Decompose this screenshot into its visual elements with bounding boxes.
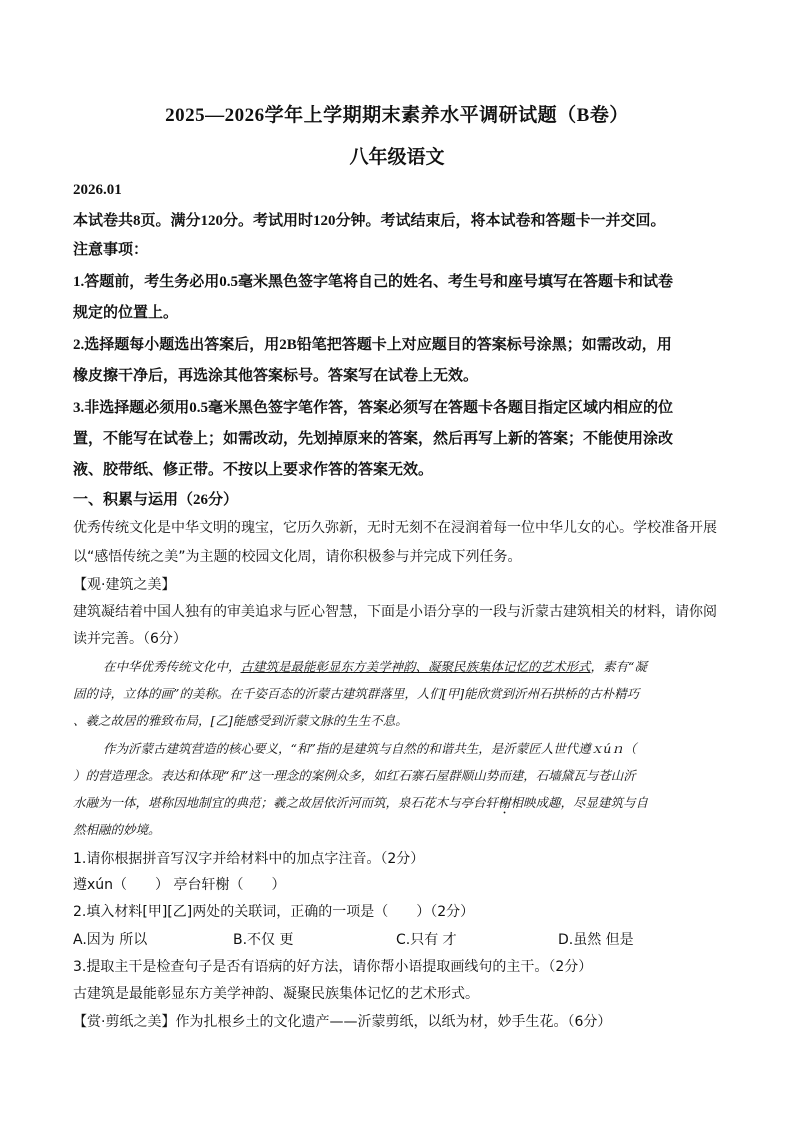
material-p2-line-3: [73, 793, 723, 817]
section-1-intro-line-2: 以“感悟传统之美”为主题的校园文化周，请你积极参与并完成下列任务。: [73, 549, 522, 565]
question-3: 3.提取主干是检查句子是否有语病的好方法，请你帮小语提取画线句的主干。（2分）: [73, 959, 593, 975]
option-a: A.因为 所以: [73, 932, 148, 948]
notice-2-line-2: 橡皮擦干净后，再选涂其他答案标号。答案写在试卷上无效。: [73, 368, 479, 384]
notice-3-line-1: 3.非选择题必须用0.5毫米黑色签字笔作答，答案必须写在答题卡各题目指定区域内相应的位: [73, 400, 674, 416]
section-1-intro-line-1: 优秀传统文化是中华文明的瑰宝，它历久弥新，无时无刻不在浸润着每一位中华儿女的心。学校准备开展: [73, 520, 717, 536]
material-text: 水融为一体，堪称因地制宜的典范；羲之故居依沂河而筑，泉石花木与亭台轩: [73, 795, 499, 810]
material-text: 相映成趣，尽显建筑与自: [510, 795, 649, 810]
question-1-blanks: 遵xún（ ） 亭台轩榭（ ）: [73, 877, 286, 893]
notice-2-line-1: 2.选择题每小题选出答案后，用2B铅笔把答题卡上对应题目的答案标号涂黑；如需改动，用: [73, 337, 672, 353]
material-p1-line-2: 固的诗，立体的画”的美称。在千姿百态的沂蒙古建筑群落里，人们[甲]能欣赏到沂州石拱桥的古朴精巧: [73, 686, 640, 701]
notice-heading: 注意事项：: [73, 242, 149, 258]
exam-title: 2025—2026学年上学期期末素养水平调研试题（B卷）: [165, 105, 629, 126]
material-p2-line-2: ）的营造理念。表达和体现“和”这一理念的案例众多，如红石寨石屋群顺山势而建，石墙黛瓦与苍山沂: [73, 768, 636, 783]
task-1-desc-line-1: 建筑凝结着中国人独有的审美追求与匠心智慧，下面是小语分享的一段与沂蒙古建筑相关的材料，请你阅: [73, 604, 717, 620]
question-2: 2.填入材料[甲][乙]两处的关联词，正确的一项是（ ）（2分）: [73, 904, 475, 920]
exam-date: 2026.01: [73, 182, 122, 198]
option-c: C.只有 才: [396, 932, 457, 948]
exam-subject: 八年级语文: [349, 147, 445, 168]
task-2-label: 【赏·剪纸之美】作为扎根乡土的文化遗产——沂蒙剪纸，以纸为材，妙手生花。（6分）: [73, 1014, 612, 1030]
material-p2-line-1: 作为沂蒙古建筑营造的核心要义，“和”指的是建筑与自然的和谐共生，是沂蒙匠人世代遵ｘúｎ（: [103, 741, 637, 756]
notice-3-line-2: 置，不能写在试卷上；如需改动，先划掉原来的答案，然后再写上新的答案；不能使用涂改: [73, 431, 674, 447]
exam-intro: 本试卷共8页。满分120分。考试用时120分钟。考试结束后，将本试卷和答题卡一并交回。: [73, 213, 666, 229]
notice-1-line-2: 规定的位置上。: [73, 305, 179, 321]
section-1-heading: 一、积累与运用（26分）: [73, 492, 239, 508]
material-text: ，素有“凝: [590, 659, 647, 674]
material-p1-line-1: [73, 657, 723, 675]
task-1-desc-line-2: 读并完善。（6分）: [73, 631, 187, 647]
notice-1-line-1: 1.答题前，考生务必用0.5毫米黑色签字笔将自己的姓名、考生号和座号填写在答题卡和试卷: [73, 274, 674, 290]
question-1: 1.请你根据拼音写汉字并给材料中的加点字注音。（2分）: [73, 851, 425, 867]
notice-3-line-3: 液、胶带纸、修正带。不按以上要求作答的答案无效。: [73, 462, 434, 478]
dotted-character: 榭: [498, 795, 511, 810]
option-b: B.不仅 更: [233, 932, 294, 948]
material-text: 在中华优秀传统文化中，: [103, 659, 241, 674]
underlined-sentence: 古建筑是最能彰显东方美学神韵、凝聚民族集体记忆的艺术形式: [240, 659, 591, 674]
material-p1-line-3: 、羲之故居的雅致布局，[乙]能感受到沂蒙文脉的生生不息。: [73, 713, 408, 728]
option-d: D.虽然 但是: [558, 932, 634, 948]
task-1-label: 【观·建筑之美】: [73, 577, 176, 593]
question-3-sentence: 古建筑是最能彰显东方美学神韵、凝聚民族集体记忆的艺术形式。: [73, 986, 479, 1002]
material-p2-line-4: 然相融的妙境。: [73, 822, 161, 837]
